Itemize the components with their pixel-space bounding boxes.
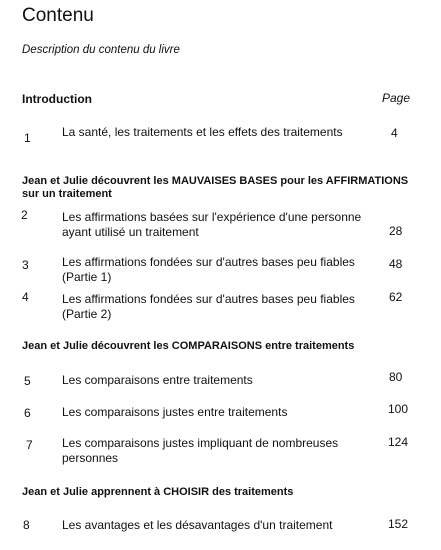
entry-title: Les comparaisons entre traitements: [62, 373, 253, 387]
entry-number: 6: [24, 406, 31, 420]
section-heading-choisir: Jean et Julie apprennent à CHOISIR des traitements: [22, 486, 294, 498]
entry-page: 80: [389, 370, 403, 384]
entry-page: 124: [388, 435, 409, 449]
intro-heading: Introduction: [22, 92, 92, 106]
entry-title: Les affirmations fondées sur d'autres bases peu fiables (Partie 2): [62, 292, 355, 321]
page-column-heading: Page: [382, 91, 411, 105]
section-heading-comparaisons: Jean et Julie découvrent les COMPARAISONS entre traitements: [22, 340, 355, 352]
entry-page: 48: [389, 257, 403, 271]
entry-number: 7: [26, 438, 33, 452]
section-heading-mauvaises-bases: Jean et Julie découvrent les MAUVAISES BASES pour les AFFIRMATIONS sur un traitement: [22, 175, 409, 200]
entry-page: 152: [388, 517, 409, 531]
entry-title: Les affirmations fondées sur d'autres bases peu fiables (Partie 1): [62, 255, 355, 284]
entry-page: 100: [388, 402, 409, 416]
entry-title: Les affirmations basées sur l'expérience d'une personne ayant utilisé un traitement: [62, 210, 362, 239]
entry-number: 8: [23, 518, 30, 532]
entry-title: Les comparaisons justes entre traitements: [62, 405, 288, 419]
entry-number: 1: [24, 131, 31, 145]
entry-number: 5: [24, 374, 31, 388]
page-title: Contenu: [22, 5, 94, 26]
entry-title: La santé, les traitements et les effets des traitements: [62, 125, 343, 139]
entry-title: Les comparaisons justes impliquant de nombreuses personnes: [62, 436, 339, 465]
entry-title: Les avantages et les désavantages d'un traitement: [62, 518, 333, 532]
entry-page: 62: [389, 290, 403, 304]
entry-number: 2: [21, 208, 28, 222]
entry-number: 3: [22, 258, 29, 272]
entry-page: 28: [389, 224, 403, 238]
entry-page: 4: [391, 126, 398, 140]
entry-number: 4: [22, 290, 29, 304]
page-description: Description du contenu du livre: [22, 44, 180, 56]
